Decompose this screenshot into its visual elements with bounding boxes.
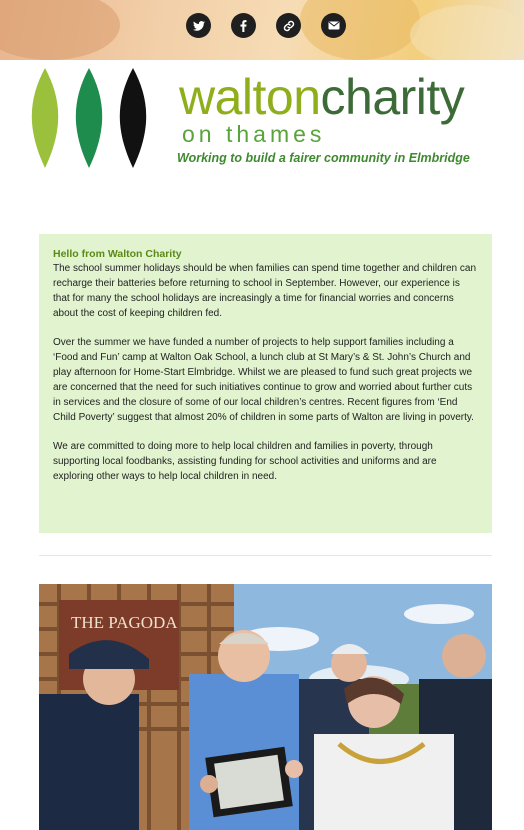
message-paragraph: We are committed to doing more to help local children and families in poverty, through supporting local foodbanks, assisting funding for school activities and uniforms and are exploring other ways to help local children in need. — [53, 441, 437, 482]
twitter-icon[interactable] — [186, 13, 211, 38]
header-banner — [0, 0, 524, 60]
banner-leaf-decoration — [410, 5, 524, 60]
social-links — [186, 13, 346, 38]
logo-wordmark-walton: walton — [179, 69, 321, 125]
section-divider — [39, 555, 492, 556]
logo-leaves-icon — [25, 66, 155, 170]
logo-subtitle: on thames — [182, 121, 326, 147]
message-paragraph: The school summer holidays should be when families can spend time together and children can recharge their batteries before returning to school in September. However, our experience is that for many the school holidays are increasingly a time for financial worries and concerns about the cost of keeping children fed. — [53, 263, 477, 319]
pagoda-sign-text: THE PAGODA — [71, 613, 178, 632]
event-photo — [39, 584, 492, 830]
logo-wordmark — [179, 69, 465, 125]
message-heading: Hello from Walton Charity — [53, 248, 182, 260]
link-icon[interactable] — [276, 13, 301, 38]
walton-charity-logo — [25, 66, 515, 176]
welcome-message-panel — [39, 234, 492, 533]
logo-wordmark-charity: charity — [320, 69, 465, 125]
email-icon[interactable] — [321, 13, 346, 38]
logo-tagline: Working to build a fairer community in Elmbridge — [177, 151, 470, 165]
banner-leaf-decoration — [0, 0, 120, 60]
facebook-icon[interactable] — [231, 13, 256, 38]
message-paragraph: Over the summer we have funded a number of projects to help support families including a ‘Food and Fun’ camp at Walton Oak School, a lunch club at St Mary’s & St. John’s Church and play afternoon for Home-Start Elmbridge. Whilst we are pleased to fund such great projects we are concerned that the need for such initiatives continue to grow and worried about further cuts in services and the closure of some of our local children’s centres. Recent figures from ‘End Child Poverty’ suggest that almost 20% of children in some parts of Walton are living in poverty. — [53, 337, 474, 423]
